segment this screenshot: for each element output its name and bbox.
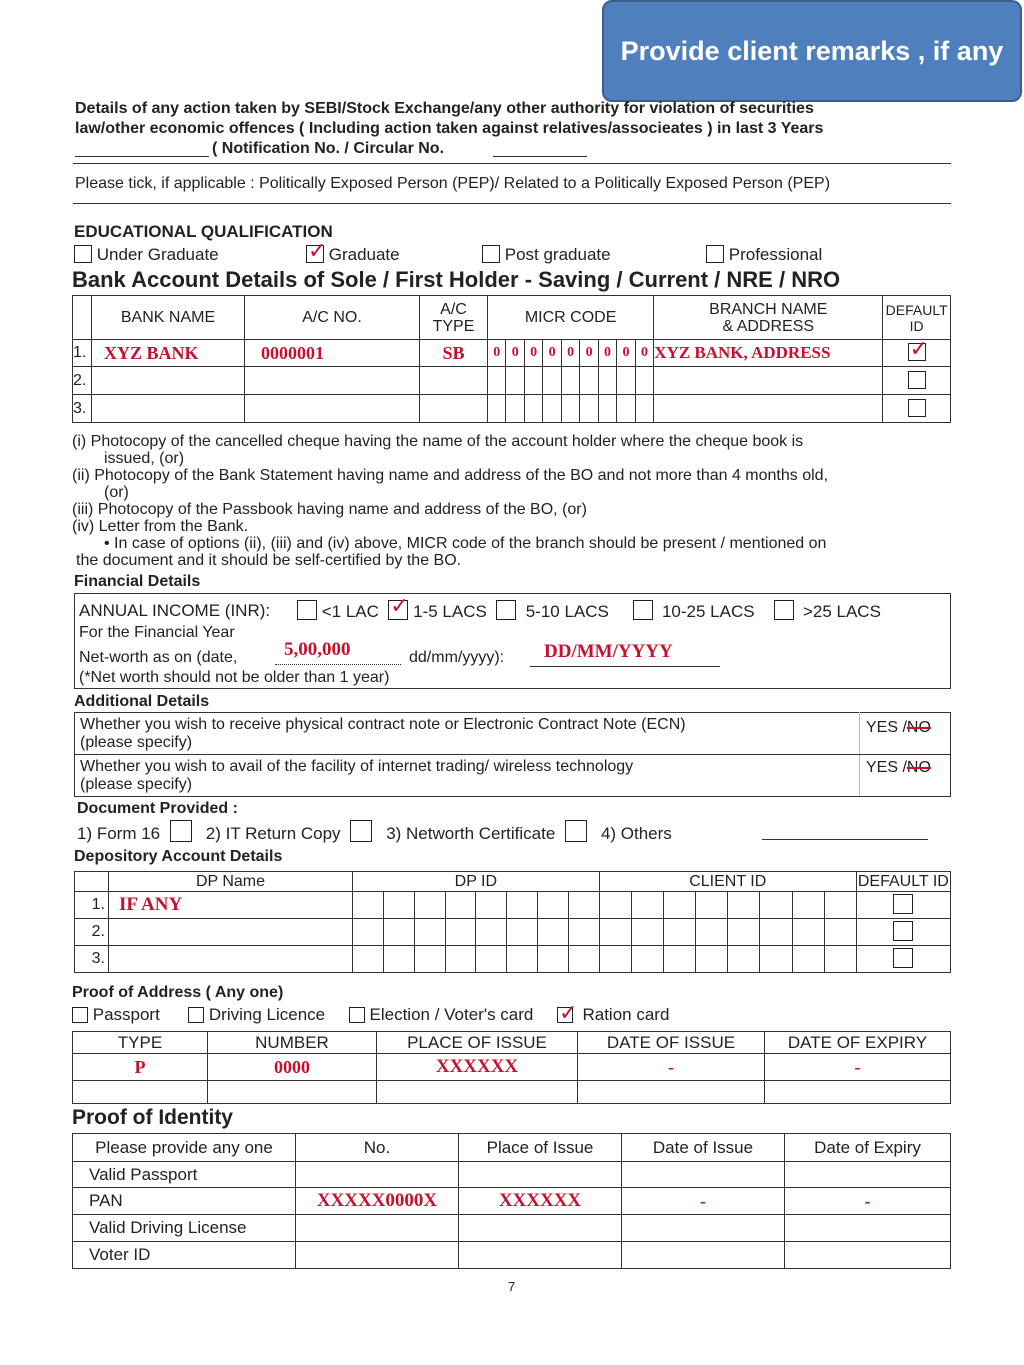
- doc-checkbox[interactable]: [350, 820, 372, 842]
- networth-blank: [275, 664, 401, 665]
- micr-digit: 0: [561, 340, 579, 367]
- doc-checkbox[interactable]: [565, 820, 587, 842]
- table-row: 1. IF ANY: [75, 892, 951, 919]
- client-remarks-callout: Provide client remarks , if any: [602, 0, 1022, 102]
- education-title: EDUCATIONAL QUALIFICATION: [74, 222, 333, 241]
- date-label: dd/mm/yyyy):: [409, 649, 505, 666]
- table-row: P 0000 XXXXXX - -: [73, 1054, 951, 1081]
- action-line-1: Details of any action taken by SEBI/Stock Exchange/any other authority for violation of securities: [75, 100, 814, 117]
- page-number: 7: [508, 1279, 516, 1294]
- address-title: Proof of Address ( Any one): [72, 984, 284, 1001]
- fy-label: For the Financial Year: [79, 624, 235, 641]
- col-acno: A/C NO.: [245, 296, 420, 340]
- table-row: [73, 367, 951, 395]
- table-row: Valid Driving License: [73, 1215, 951, 1242]
- row-number: 3.: [73, 395, 92, 423]
- micr-digit: 0: [598, 340, 616, 367]
- bank-name-value[interactable]: XYZ BANK: [92, 340, 245, 367]
- acno-value[interactable]: 0000001: [245, 340, 420, 367]
- table-row: [73, 395, 951, 423]
- address-checkbox[interactable]: [72, 1007, 88, 1023]
- identity-table: Please provide any one No. Place of Issue Date of Issue Date of Expiry Valid Passport PAN XXXXX0000X XXXXXX - - Valid Driving License Voter ID: [72, 1133, 951, 1269]
- income-options: <1 LAC ✓ 1-5 LACS 5-10 LACS 10-25 LACS >25 LACS: [297, 600, 881, 622]
- bank-title: Bank Account Details of Sole / First Holder - Saving / Current / NRE / NRO: [72, 267, 841, 292]
- networth-label: Net-worth as on (date,: [79, 649, 238, 666]
- type-value[interactable]: SB: [420, 340, 488, 367]
- col-bank-name: BANK NAME: [92, 296, 245, 340]
- networth-note: (*Net worth should not be older than 1 year): [79, 669, 390, 686]
- documents-title: Document Provided :: [77, 800, 238, 817]
- income-checkbox[interactable]: [496, 600, 516, 620]
- additional-title: Additional Details: [74, 693, 210, 710]
- col-dp-name: DP Name: [109, 872, 353, 892]
- internet-answer[interactable]: YES /NO: [860, 755, 951, 797]
- address-options: Passport Driving Licence Election / Voter's card ✓ Ration card: [72, 1005, 669, 1025]
- documents-options: 1) Form 16 2) IT Return Copy 3) Networth Certificate 4) Others: [77, 820, 672, 844]
- pep-text: Please tick, if applicable : Politically Exposed Person (PEP)/ Related to a Politically Exposed Person (PEP): [75, 175, 831, 192]
- default-checkbox[interactable]: [908, 343, 926, 361]
- table-row: [73, 340, 951, 367]
- education-option[interactable]: Post graduate: [482, 245, 611, 265]
- default-checkbox[interactable]: [893, 921, 913, 941]
- micr-digit: 0: [488, 340, 506, 367]
- income-checkbox[interactable]: [633, 600, 653, 620]
- address-checkbox-checked[interactable]: [557, 1007, 573, 1023]
- col-default: DEFAULT ID: [883, 296, 951, 340]
- checkbox[interactable]: [706, 245, 724, 263]
- financial-title: Financial Details: [74, 573, 201, 590]
- income-checkbox[interactable]: [297, 600, 317, 620]
- depository-table: [74, 871, 951, 973]
- col-branch: BRANCH NAME & ADDRESS: [654, 296, 883, 340]
- default-checkbox[interactable]: [893, 894, 913, 914]
- table-row: 3.: [75, 946, 951, 973]
- checkbox[interactable]: [482, 245, 500, 263]
- bank-table: [72, 295, 951, 423]
- col-dp-id: DP ID: [353, 872, 600, 892]
- identity-title: Proof of Identity: [72, 1106, 233, 1129]
- default-checkbox[interactable]: [893, 948, 913, 968]
- doc-checkbox[interactable]: [170, 820, 192, 842]
- micr-digit: 0: [506, 340, 524, 367]
- date-value[interactable]: DD/MM/YYYY: [544, 641, 673, 662]
- micr-digit: 0: [635, 340, 654, 367]
- default-checkbox[interactable]: [908, 371, 926, 389]
- table-row: Voter ID: [73, 1242, 951, 1269]
- ecn-question: Whether you wish to receive physical contract note or Electronic Contract Note (ECN) (please specify): [75, 713, 860, 755]
- checkbox-checked[interactable]: [306, 245, 324, 263]
- additional-table: [74, 712, 951, 797]
- income-checkbox[interactable]: [774, 600, 794, 620]
- dp-name-value[interactable]: IF ANY: [109, 892, 353, 919]
- education-option[interactable]: ✓ Graduate: [306, 245, 400, 265]
- checkbox[interactable]: [74, 245, 92, 263]
- row-number: 1.: [73, 340, 92, 367]
- branch-value[interactable]: XYZ BANK, ADDRESS: [654, 340, 883, 367]
- address-table: TYPE NUMBER PLACE OF ISSUE DATE OF ISSUE DATE OF EXPIRY P 0000 XXXXXX - -: [72, 1031, 951, 1104]
- income-label: ANNUAL INCOME (INR):: [79, 601, 271, 620]
- action-line-2: law/other economic offences ( Including action taken against relatives/associeates ) in last 3 Years: [75, 120, 824, 137]
- default-checkbox[interactable]: [908, 399, 926, 417]
- micr-digit: 0: [580, 340, 598, 367]
- col-client-id: CLIENT ID: [599, 872, 856, 892]
- divider: [73, 163, 951, 164]
- default-cell: [883, 340, 951, 367]
- education-option[interactable]: Under Graduate: [74, 245, 219, 265]
- divider: [73, 203, 951, 204]
- col-micr: MICR CODE: [488, 296, 654, 340]
- internet-question: Whether you wish to avail of the facility of internet trading/ wireless technology (please specify): [75, 755, 860, 797]
- bank-notes: (i) Photocopy of the cancelled cheque having the name of the account holder where the cheque book is issued, (or) (ii) Photocopy of the Bank Statement having name and address of the BO and not more than 4 months old, (or) (iii) Photocopy of the Passbook having name and address of the BO, (or) (iv) Letter from the Bank. • In case of options (ii), (iii) and (iv) above, MICR code of the branch should be present / mentioned on the document and it should be self-certified by the BO.: [72, 433, 829, 569]
- row-number: 2.: [73, 367, 92, 395]
- depository-title: Depository Account Details: [74, 848, 283, 865]
- circular-blank[interactable]: [493, 156, 587, 157]
- col-type: A/C TYPE: [420, 296, 488, 340]
- address-checkbox[interactable]: [349, 1007, 365, 1023]
- others-blank[interactable]: [762, 839, 928, 840]
- address-checkbox[interactable]: [188, 1007, 204, 1023]
- networth-value[interactable]: 5,00,000: [284, 639, 351, 660]
- micr-digit: 0: [524, 340, 542, 367]
- income-checkbox-checked[interactable]: [388, 600, 408, 620]
- notification-blank[interactable]: [75, 156, 209, 157]
- table-row: Valid Passport: [73, 1162, 951, 1188]
- table-row: 2.: [75, 919, 951, 946]
- action-line-3: ( Notification No. / Circular No.: [212, 140, 445, 157]
- micr-digit: 0: [543, 340, 561, 367]
- date-blank: [530, 666, 720, 667]
- ecn-answer[interactable]: YES /NO: [860, 713, 951, 755]
- table-row: PAN XXXXX0000X XXXXXX - -: [73, 1188, 951, 1215]
- col-default-id: DEFAULT ID: [857, 872, 949, 890]
- education-option[interactable]: Professional: [706, 245, 822, 265]
- micr-digit: 0: [617, 340, 635, 367]
